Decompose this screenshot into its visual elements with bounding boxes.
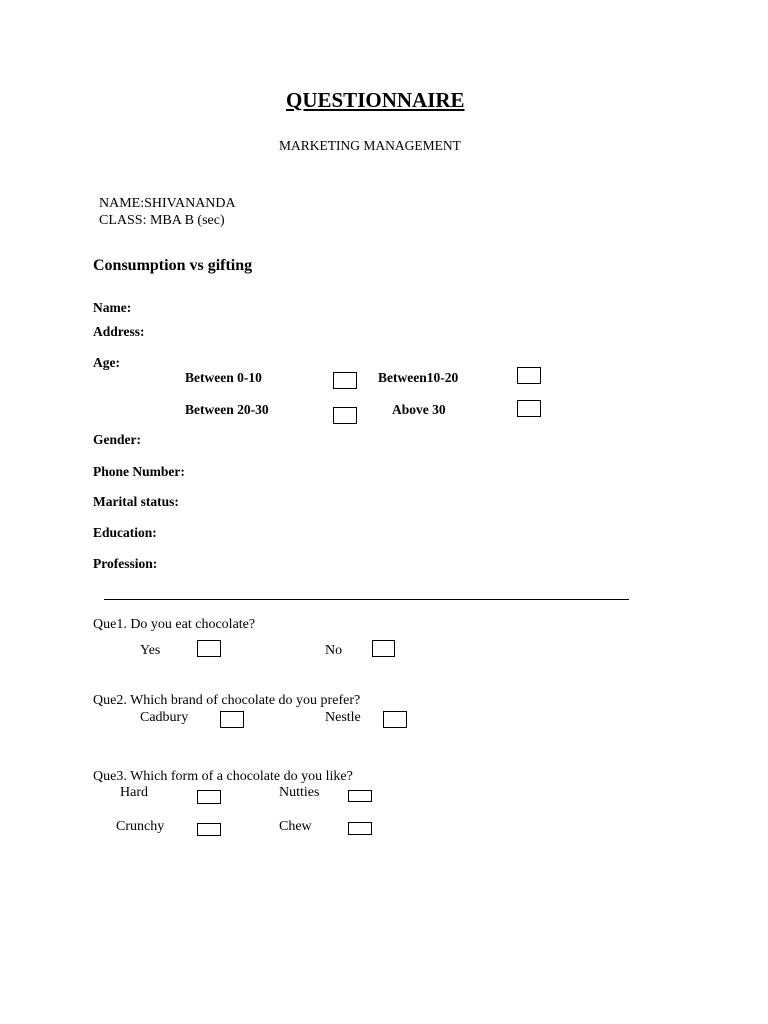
education-label: Education: [93, 525, 157, 540]
q3-nutties-checkbox[interactable] [348, 790, 372, 802]
option-label: Hard [120, 785, 148, 800]
question-2: Que2. Which brand of chocolate do you prefer? [93, 693, 361, 708]
section-title: Consumption vs gifting [93, 257, 253, 274]
q1-no-checkbox[interactable] [372, 640, 395, 657]
age-10-20-checkbox[interactable] [517, 367, 541, 384]
gender-label: Gender: [93, 432, 141, 447]
option-label: Nestle [325, 710, 361, 725]
age-label: Age: [93, 355, 120, 370]
option-label: Nutties [279, 785, 320, 800]
option-label: Crunchy [116, 819, 165, 834]
q1-yes-checkbox[interactable] [197, 640, 221, 657]
question-3: Que3. Which form of a chocolate do you like? [93, 769, 353, 784]
question-1: Que1. Do you eat chocolate? [93, 617, 256, 632]
address-label: Address: [93, 324, 145, 339]
profession-label: Profession: [93, 556, 158, 571]
divider [104, 599, 629, 600]
student-name: NAME:SHIVANANDA [99, 196, 236, 211]
marital-status-label: Marital status: [93, 494, 179, 509]
option-label: No [325, 643, 343, 658]
student-class: CLASS: MBA B (sec) [99, 213, 225, 228]
age-0-10-checkbox[interactable] [333, 372, 357, 389]
q3-hard-checkbox[interactable] [197, 790, 221, 804]
q3-chew-checkbox[interactable] [348, 822, 372, 835]
option-label: Cadbury [140, 710, 189, 725]
option-label: Chew [279, 819, 312, 834]
name-label: Name: [93, 300, 132, 315]
page-subtitle: MARKETING MANAGEMENT [279, 138, 461, 153]
page-title: QUESTIONNAIRE [286, 88, 465, 112]
age-option-label: Above 30 [392, 402, 446, 417]
age-above-30-checkbox[interactable] [517, 400, 541, 417]
option-label: Yes [140, 643, 161, 658]
q2-cadbury-checkbox[interactable] [220, 711, 244, 728]
age-option-label: Between 0-10 [185, 370, 262, 385]
phone-label: Phone Number: [93, 464, 185, 479]
q2-nestle-checkbox[interactable] [383, 711, 407, 728]
age-option-label: Between 20-30 [185, 402, 269, 417]
age-20-30-checkbox[interactable] [333, 407, 357, 424]
age-option-label: Between10-20 [378, 370, 459, 385]
q3-crunchy-checkbox[interactable] [197, 823, 221, 836]
